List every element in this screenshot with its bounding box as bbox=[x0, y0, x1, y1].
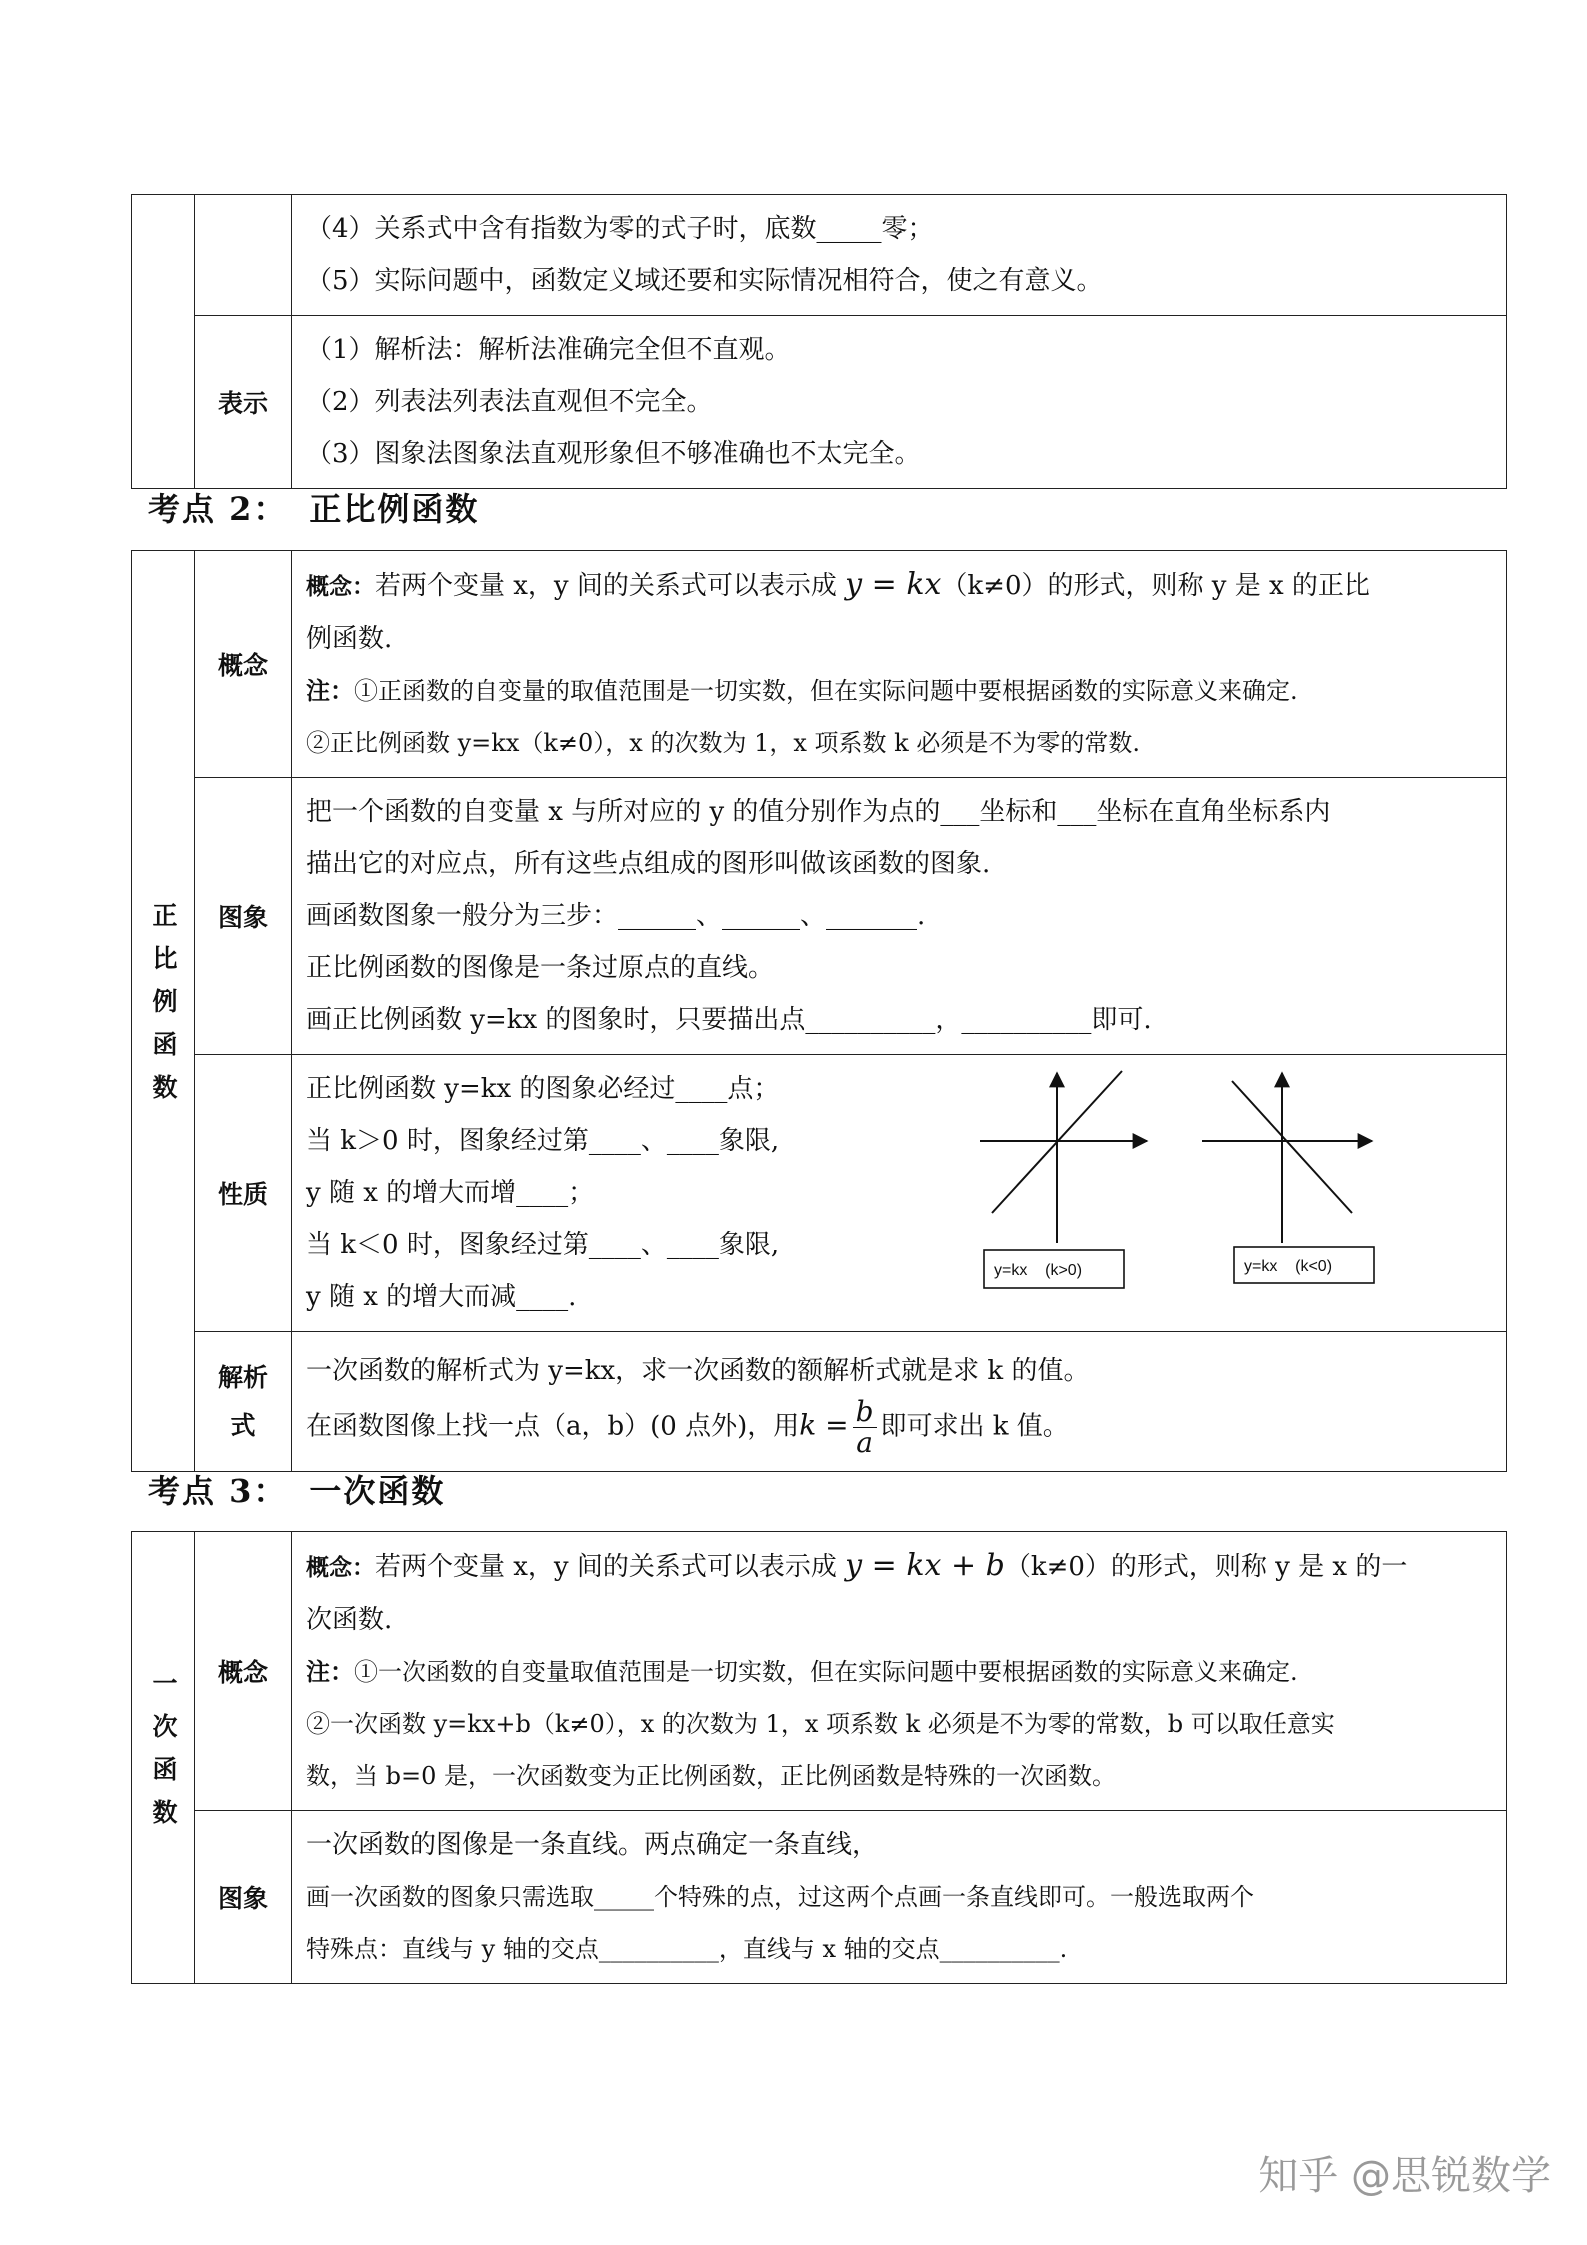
section-heading-3 bbox=[148, 1466, 445, 1512]
linear-note-1-text: ①一次函数的自变量取值范围是一切实数，但在实际问题中要根据函数的实际意义来确定. bbox=[354, 1658, 1298, 1686]
graph2-line bbox=[1232, 1081, 1352, 1213]
linear-note-2: ②一次函数 y=kx+b（k≠0），x 的次数为 1，x 项系数 k 必须是不为零的常数，b 可以取任意实 bbox=[306, 1710, 1335, 1738]
graph-k-positive bbox=[980, 1071, 1147, 1288]
linear-function-table bbox=[131, 1531, 1507, 1984]
concept-line-1 bbox=[306, 559, 1492, 613]
function-definition-table bbox=[131, 194, 1507, 489]
analytic-k: k = bbox=[799, 1408, 849, 1442]
linear-concept-line-2: 次函数. bbox=[306, 1605, 393, 1635]
repr-line-1: （1）解析法：解析法准确完全但不直观。 bbox=[306, 335, 791, 365]
linear-note-1 bbox=[306, 1646, 1492, 1698]
row-label-concept-linear: 概念 bbox=[195, 1532, 292, 1811]
linear-image-line-1: 一次函数的图像是一条直线。两点确定一条直线， bbox=[306, 1830, 879, 1860]
linear-concept-rest: （k≠0）的形式，则称 y 是 x 的一 bbox=[1004, 1552, 1408, 1582]
domain-note-5: （5）实际问题中，函数定义域还要和实际情况相符合，使之有意义。 bbox=[306, 266, 1103, 296]
analytic-line-2-prefix: 在函数图像上找一点（a，b）(0 点外)，用 bbox=[306, 1411, 800, 1442]
concept-line-2: 例函数. bbox=[306, 624, 393, 654]
image-line-4: 正比例函数的图像是一条过原点的直线。 bbox=[306, 953, 775, 983]
domain-notes-cell bbox=[292, 195, 1507, 316]
fraction-denominator: a bbox=[856, 1426, 873, 1459]
repr-line-2: （2）列表法列表法直观但不完全。 bbox=[306, 387, 713, 417]
property-cell bbox=[292, 1055, 1507, 1332]
group-label-linear bbox=[132, 1532, 195, 1984]
property-line-4: 当 k＜0 时，图象经过第____、____象限, bbox=[306, 1230, 780, 1260]
row-label-analytic bbox=[195, 1332, 292, 1472]
group-cell-empty bbox=[132, 195, 195, 489]
graph-k-negative bbox=[1202, 1073, 1374, 1283]
linear-concept-formula: y = kx + b bbox=[845, 1548, 1005, 1583]
section-heading-3-number: 考点 3： bbox=[148, 1472, 288, 1510]
note-1-text: ①正函数的自变量的取值范围是一切实数，但在实际问题中要根据函数的实际意义来确定. bbox=[354, 677, 1298, 705]
fraction-numerator: b bbox=[853, 1397, 877, 1428]
linear-note-3: 数，当 b=0 是，一次函数变为正比例函数，正比例函数是特殊的一次函数。 bbox=[306, 1762, 1116, 1790]
note-prefix: 注： bbox=[306, 676, 354, 705]
concept-prefix: 概念： bbox=[306, 573, 375, 600]
analytic-line-2-suffix: 即可求出 k 值。 bbox=[880, 1411, 1069, 1442]
property-line-3: y 随 x 的增大而增____； bbox=[306, 1178, 595, 1208]
analytic-fraction bbox=[853, 1397, 877, 1458]
row-label-image-linear: 图象 bbox=[195, 1811, 292, 1984]
concept-note-2: ②正比例函数 y=kx（k≠0），x 的次数为 1，x 项系数 k 必须是不为零的常数. bbox=[306, 729, 1140, 757]
graph1-caption: y=kx (k>0) bbox=[994, 1262, 1083, 1279]
image-cell bbox=[292, 778, 1507, 1055]
linear-image-cell bbox=[292, 1811, 1507, 1984]
representation-cell bbox=[292, 316, 1507, 489]
property-line-5: y 随 x 的增大而减____. bbox=[306, 1282, 577, 1312]
property-text bbox=[306, 1063, 779, 1323]
concept-formula: y = kx bbox=[845, 567, 942, 602]
repr-line-3: （3）图象法图象法直观形象但不够准确也不太完全。 bbox=[306, 439, 921, 469]
section-heading-2-title: 正比例函数 bbox=[309, 490, 480, 528]
domain-note-4: （4）关系式中含有指数为零的式子时，底数_____零； bbox=[306, 214, 934, 244]
property-wrap bbox=[306, 1063, 1492, 1323]
image-line-5: 画正比例函数 y=kx 的图象时，只要描出点__________，__________即可. bbox=[306, 1005, 1152, 1035]
watermark: 知乎 @思锐数学 bbox=[1258, 2153, 1551, 2199]
proportional-graphs bbox=[972, 1063, 1432, 1323]
image-line-2: 描出它的对应点，所有这些点组成的图形叫做该函数的图象. bbox=[306, 849, 991, 879]
image-line-1: 把一个函数的自变量 x 与所对应的 y 的值分别作为点的___坐标和___坐标在直角坐标系内 bbox=[306, 797, 1331, 827]
analytic-cell bbox=[292, 1332, 1507, 1472]
concept-note-1 bbox=[306, 665, 1492, 717]
proportional-function-table bbox=[131, 550, 1507, 1472]
analytic-line-2 bbox=[306, 1397, 1492, 1458]
property-line-1: 正比例函数 y=kx 的图象必经过____点； bbox=[306, 1074, 780, 1104]
concept-cell bbox=[292, 551, 1507, 778]
group-label-proportional-text: 正比例函数 bbox=[149, 901, 178, 1117]
group-label-linear-text: 一次函数 bbox=[149, 1669, 178, 1842]
property-line-2: 当 k＞0 时，图象经过第____、____象限, bbox=[306, 1126, 780, 1156]
linear-image-line-3: 特殊点：直线与 y 轴的交点__________，直线与 x 轴的交点__________. bbox=[306, 1935, 1068, 1963]
linear-image-line-2: 画一次函数的图象只需选取_____个特殊的点，过这两个点画一条直线即可。一般选取两个 bbox=[306, 1883, 1254, 1911]
section-heading-2 bbox=[148, 484, 479, 530]
row-label-analytic-text: 解析式 bbox=[217, 1362, 268, 1440]
row-label-concept: 概念 bbox=[195, 551, 292, 778]
linear-concept-cell bbox=[292, 1532, 1507, 1811]
analytic-line-1: 一次函数的解析式为 y=kx，求一次函数的额解析式就是求 k 的值。 bbox=[306, 1356, 1090, 1386]
concept-text: 若两个变量 x，y 间的关系式可以表示成 bbox=[375, 571, 837, 601]
linear-concept-text: 若两个变量 x，y 间的关系式可以表示成 bbox=[375, 1552, 837, 1582]
linear-note-prefix: 注： bbox=[306, 1657, 354, 1686]
row-label-image: 图象 bbox=[195, 778, 292, 1055]
linear-concept-prefix: 概念： bbox=[306, 1554, 375, 1581]
section-heading-3-title: 一次函数 bbox=[309, 1472, 446, 1510]
group-label-proportional bbox=[132, 551, 195, 1472]
row-label-representation: 表示 bbox=[195, 316, 292, 489]
graph2-caption: y=kx (k<0) bbox=[1244, 1258, 1333, 1275]
concept-rest: （k≠0）的形式，则称 y 是 x 的正比 bbox=[941, 571, 1370, 601]
row-label-property: 性质 bbox=[195, 1055, 292, 1332]
linear-concept-line-1 bbox=[306, 1540, 1492, 1594]
image-line-3: 画函数图象一般分为三步：______、______、_______. bbox=[306, 901, 926, 931]
section-heading-2-number: 考点 2： bbox=[148, 490, 288, 528]
row-label-empty bbox=[195, 195, 292, 316]
